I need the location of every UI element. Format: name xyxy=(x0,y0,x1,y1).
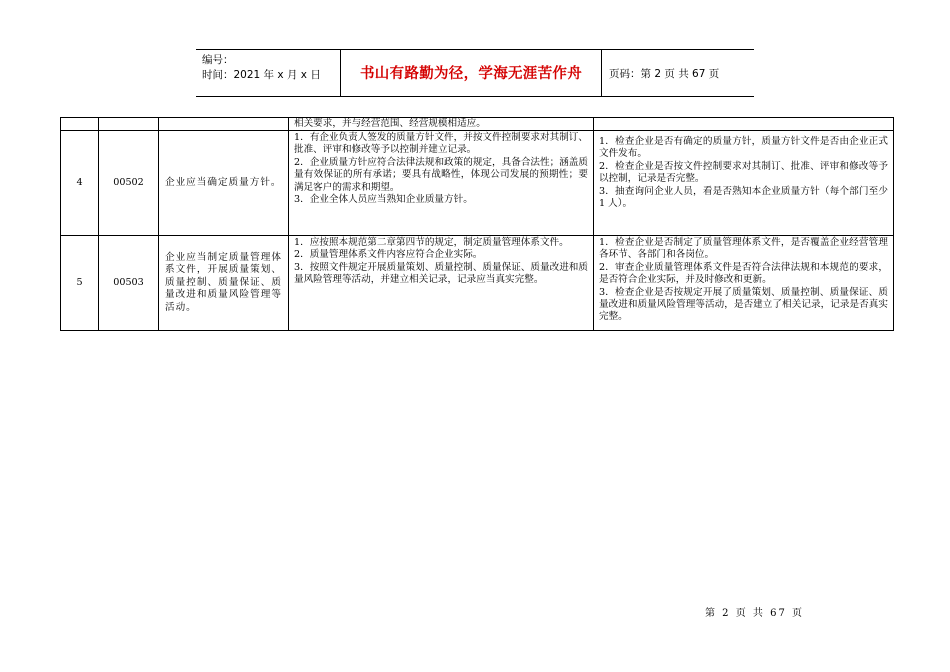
content-line: 2．质量管理体系文件内容应符合企业实际。 xyxy=(294,249,483,261)
page-code: 页码：第 2 页 共 67 页 xyxy=(609,68,720,80)
content-line: 1．有企业负责人签发的质量方针文件，并按文件控制要求对其制订、批准、评审和修改等予以控制并建立记录。 xyxy=(294,132,588,156)
requirement-cell: 企业应当制定质量管理体系文件，开展质量策划、质量控制、质量保证、质量改进和质量风险管理等活动。 xyxy=(159,236,289,331)
content-cell xyxy=(289,131,594,236)
method-cell xyxy=(594,131,894,236)
content-line: 相关要求，并与经营范围、经营规模相适应。 xyxy=(294,118,486,129)
content-line: 3．按照文件规定开展质量策划、质量控制、质量保证、质量改进和质量风险管理等活动，并建立相关记录，记录应当真实完整。 xyxy=(294,261,588,286)
table-row xyxy=(61,131,894,236)
method-line: 3．检查企业是否按规定开展了质量策划、质量控制、质量保证、质量改进和质量风险管理等活动，是否建立了相关记录，记录是否真实完整。 xyxy=(599,286,888,323)
content-line: 2．企业质量方针应符合法律法规和政策的规定，具备合法性；涵盖质量有效保证的所有承诺；要具有战略性，体现公司发展的预期性；要满足客户的需求和期望。 xyxy=(294,156,588,193)
method-cell xyxy=(594,236,894,331)
row-number: 4 xyxy=(61,131,99,236)
motto: 书山有路勤为径，学海无涯苦作舟 xyxy=(360,66,582,82)
header-bottom-rule xyxy=(196,96,754,97)
header-divider xyxy=(601,49,602,96)
time-label: 时间：2021 年 x 月 x 日 xyxy=(202,69,321,81)
table-row xyxy=(61,236,894,331)
requirement-cell: 企业应当确定质量方针。 xyxy=(159,131,289,236)
method-line: 1．检查企业是否制定了质量管理体系文件，是否覆盖企业经营管理各环节、各部门和各岗位。 xyxy=(599,237,888,261)
item-code: 00503 xyxy=(99,236,159,331)
content-line: 3．企业全体人员应当熟知企业质量方针。 xyxy=(294,194,473,206)
item-code xyxy=(99,118,159,131)
method-line: 2．审查企业质量管理体系文件是否符合法律法规和本规范的要求，是否符合企业实际，并及时修改和更新。 xyxy=(599,261,888,286)
table-row xyxy=(61,118,894,131)
method-line: 1．检查企业是否有确定的质量方针，质量方针文件是否由企业正式文件发布。 xyxy=(599,136,888,160)
method-line: 2．检查企业是否按文件控制要求对其制订、批准、评审和修改等予以控制，记录是否完整。 xyxy=(599,160,888,185)
item-code: 00502 xyxy=(99,131,159,236)
number-label: 编号： xyxy=(202,54,234,66)
content-cell xyxy=(289,118,594,131)
page-footer: 第 2 页 共 67 页 xyxy=(705,608,804,619)
method-line: 3．抽查询问企业人员，看是否熟知本企业质量方针（每个部门至少 1 人）。 xyxy=(599,185,888,210)
checklist-table xyxy=(60,117,894,331)
row-number xyxy=(61,118,99,131)
content-cell xyxy=(289,236,594,331)
requirement-cell xyxy=(159,118,289,131)
row-number: 5 xyxy=(61,236,99,331)
content-line: 1．应按照本规范第二章第四节的规定，制定质量管理体系文件。 xyxy=(294,237,569,248)
method-cell xyxy=(594,118,894,131)
